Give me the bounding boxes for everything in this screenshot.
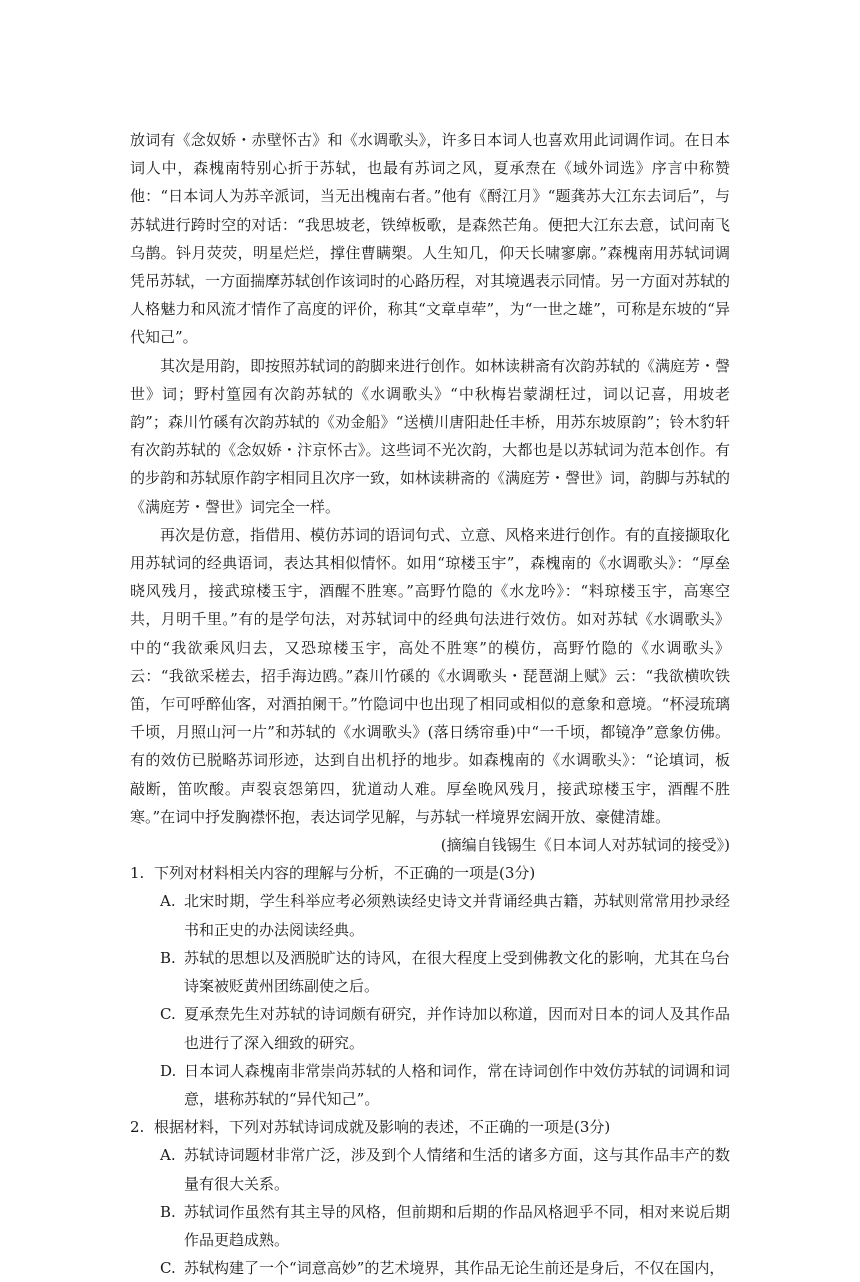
option-b — [160, 944, 730, 1000]
option-d — [160, 1057, 730, 1113]
option-b — [160, 1198, 730, 1254]
option-letter: A. — [160, 892, 176, 911]
option-letter: D. — [160, 1061, 177, 1080]
question-stem: 根据材料，下列对苏轼诗词成就及影响的表述，不正确的一项是(3分) — [154, 1118, 611, 1137]
document-page — [130, 126, 730, 1282]
option-text: 夏承焘先生对苏轼的诗词颇有研究，并作诗加以称道，因而对日本的词人及其作品也进行了深入细致的研究。 — [184, 1005, 730, 1052]
option-letter: C. — [160, 1005, 176, 1024]
option-a — [160, 887, 730, 943]
question-stem: 下列对材料相关内容的理解与分析，不正确的一项是(3分) — [154, 864, 536, 883]
question-number: 2. — [130, 1118, 145, 1137]
option-text: 日本词人森槐南非常崇尚苏轼的人格和词作，常在诗词创作中效仿苏轼的词调和词意，堪称苏轼的“异代知己”。 — [184, 1061, 730, 1108]
option-text: 苏轼诗词题材非常广泛，涉及到个人情绪和生活的诸多方面，这与其作品丰产的数量有很大关系。 — [184, 1146, 730, 1193]
option-text: 苏轼构建了一个“词意高妙”的艺术境界，其作品无论生前还是身后，不仅在国内， — [184, 1259, 725, 1278]
option-letter: B. — [160, 948, 176, 967]
option-text: 苏轼词作虽然有其主导的风格，但前期和后期的作品风格迥乎不同，相对来说后期作品更趋成熟。 — [184, 1202, 730, 1249]
option-text: 苏轼的思想以及洒脱旷达的诗风，在很大程度上受到佛教文化的影响，尤其在乌台诗案被贬黄州团练副使之后。 — [184, 948, 730, 996]
article-paragraph-1: 放词有《念奴娇・赤壁怀古》和《水调歌头》，许多日本词人也喜欢用此词调作词。在日本词人中，森槐南特别心折于苏轼，也最有苏词之风，夏承焘在《域外词选》序言中称赞他：“日本词人为苏辛派词，当无出槐南右者。”他有《酹江月》“题龚苏大江东去词后”，与苏轼进行跨时空的对话：“我思坡老，铁绰板歌，是森然芒角。便把大江东去意，试问南飞乌鹊。钭月荧荧，明星烂烂，撑住曹瞒槊。人生知几，仰天长啸寥廓。”森槐南用苏轼词调凭吊苏轼，一方面揣摩苏轼创作该词时的心路历程，对其境遇表示同情。另一方面对苏轼的人格魅力和风流才情作了高度的评价，称其“文章卓荦”，为“一世之雄”，可称是东坡的“异代知己”。 — [130, 131, 731, 347]
article-source: (摘编自钱锡生《日本词人对苏轼词的接受》) — [440, 836, 730, 855]
article-paragraph-2: 其次是用韵，即按照苏轼词的韵脚来进行创作。如林读耕斋有次韵苏轼的《满庭芳・謦世》词；野村篁园有次韵苏轼的《水调歌头》“中秋梅岩蒙湖枉过，词以记喜，用坡老韵”；森川竹磎有次韵苏轼的《劝金船》“送横川唐阳赴任丰桥，用苏东坡原韵”；铃木豹轩有次韵苏轼的《念奴娇・汴京怀古》。这些词不光次韵，大都也是以苏轼词为范本创作。有的步韵和苏轼原作韵字相同且次序一致，如林读耕斋的《满庭芳・謦世》词，韵脚与苏轼的《满庭芳・謦世》词完全一样。 — [130, 356, 731, 516]
option-c — [160, 1254, 730, 1282]
question-1 — [130, 859, 730, 1113]
option-letter: C. — [160, 1259, 176, 1278]
option-letter: B. — [160, 1202, 176, 1221]
option-a — [160, 1141, 730, 1197]
option-letter: A. — [160, 1146, 176, 1165]
option-c — [160, 1000, 730, 1056]
question-number: 1. — [130, 864, 145, 883]
question-2 — [130, 1113, 730, 1282]
article-paragraph-3: 再次是仿意，指借用、模仿苏词的语词句式、立意、风格来进行创作。有的直接撷取化用苏轼词的经典语词，表达其相似情怀。如用“琼楼玉宇”，森槐南的《水调歌头》：“厚垒晓风残月，接武琼楼玉宇，酒醒不胜寒。”高野竹隐的《水龙吟》：“料琼楼玉宇，高寒空共，月明千里。”有的是学句法，对苏轼词中的经典句法进行效仿。如对苏轼《水调歌头》中的“我欲乘风归去，又恐琼楼玉宇，高处不胜寒”的模仿，高野竹隐的《水调歌头》云：“我欲采槎去，招手海边鸥。”森川竹磎的《水调歌头・琵琶湖上赋》云：“我欲横吹铁笛，乍可呼醉仙客，对酒拍阑干。”竹隐词中也出现了相同或相似的意象和意境。“杯浸琉璃千顷，月照山河一片”和苏轼的《水调歌头》(落日绣帘垂)中“一千顷，都镜净”意象仿佛。有的效仿已脱略苏词形迹，达到自出机抒的地步。如森槐南的《水调歌头》：“论填词，板敲断，笛吹酸。声裂哀怨第四，犹道动人难。厚垒晚风残月，接武琼楼玉宇，酒醒不胜寒。”在词中抒发胸襟怀抱，表达词学见解，与苏轼一样境界宏阔开放、豪健清雄。 — [130, 525, 731, 826]
option-text: 北宋时期，学生科举应考必须熟读经史诗文并背诵经典古籍，苏轼则常常用抄录经书和正史的办法阅读经典。 — [184, 892, 730, 939]
